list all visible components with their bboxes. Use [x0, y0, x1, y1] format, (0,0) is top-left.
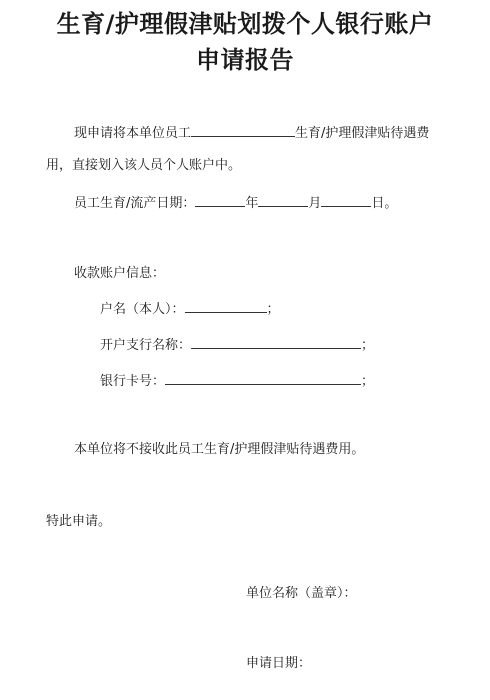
account-info-header: 收款账户信息：: [74, 266, 166, 281]
branch-name-label: 开户支行名称：: [100, 338, 192, 353]
year-label: 年: [245, 196, 259, 211]
declaration-text: 本单位将不接收此员工生育/护理假津贴待遇费用。: [74, 442, 365, 457]
branch-name-semicolon: ；: [361, 338, 375, 353]
paragraph-1-line-2: 用，直接划入该人员个人账户中。: [46, 158, 242, 173]
month-blank[interactable]: [258, 192, 308, 207]
card-number-line: [100, 370, 374, 392]
document-title-line-1: 生育/护理假津贴划拨个人银行账户: [56, 10, 434, 38]
account-name-semicolon: ；: [266, 302, 280, 317]
account-name-line: [100, 298, 280, 320]
account-name-blank[interactable]: [185, 298, 267, 313]
card-number-semicolon: ；: [361, 374, 375, 389]
year-blank[interactable]: [195, 192, 245, 207]
apply-date-line: [246, 654, 311, 674]
card-number-blank[interactable]: [165, 370, 361, 385]
branch-name-line: [100, 334, 374, 356]
document-title-line-2: 申请报告: [196, 46, 294, 74]
closing-text: 特此申请。: [46, 514, 112, 529]
paragraph-1-line-1: [74, 122, 429, 144]
apply-date-label: 申请日期：: [246, 656, 312, 671]
card-number-label: 银行卡号：: [100, 374, 166, 389]
para1-end-text: 生育/护理假津贴待遇费: [295, 126, 430, 141]
day-label: 日。: [371, 196, 398, 211]
unit-name-label: 单位名称（盖章）：: [246, 586, 357, 601]
branch-name-blank[interactable]: [191, 334, 361, 349]
day-blank[interactable]: [321, 192, 371, 207]
unit-name-line: [246, 584, 357, 604]
para1-start-text: 现申请将本单位员工: [74, 126, 192, 141]
birth-date-line: [74, 192, 397, 214]
month-label: 月: [308, 196, 322, 211]
account-name-label: 户名（本人）：: [100, 302, 185, 317]
date-label: 员工生育/流产日期：: [74, 196, 196, 211]
employee-name-blank[interactable]: [191, 122, 295, 137]
